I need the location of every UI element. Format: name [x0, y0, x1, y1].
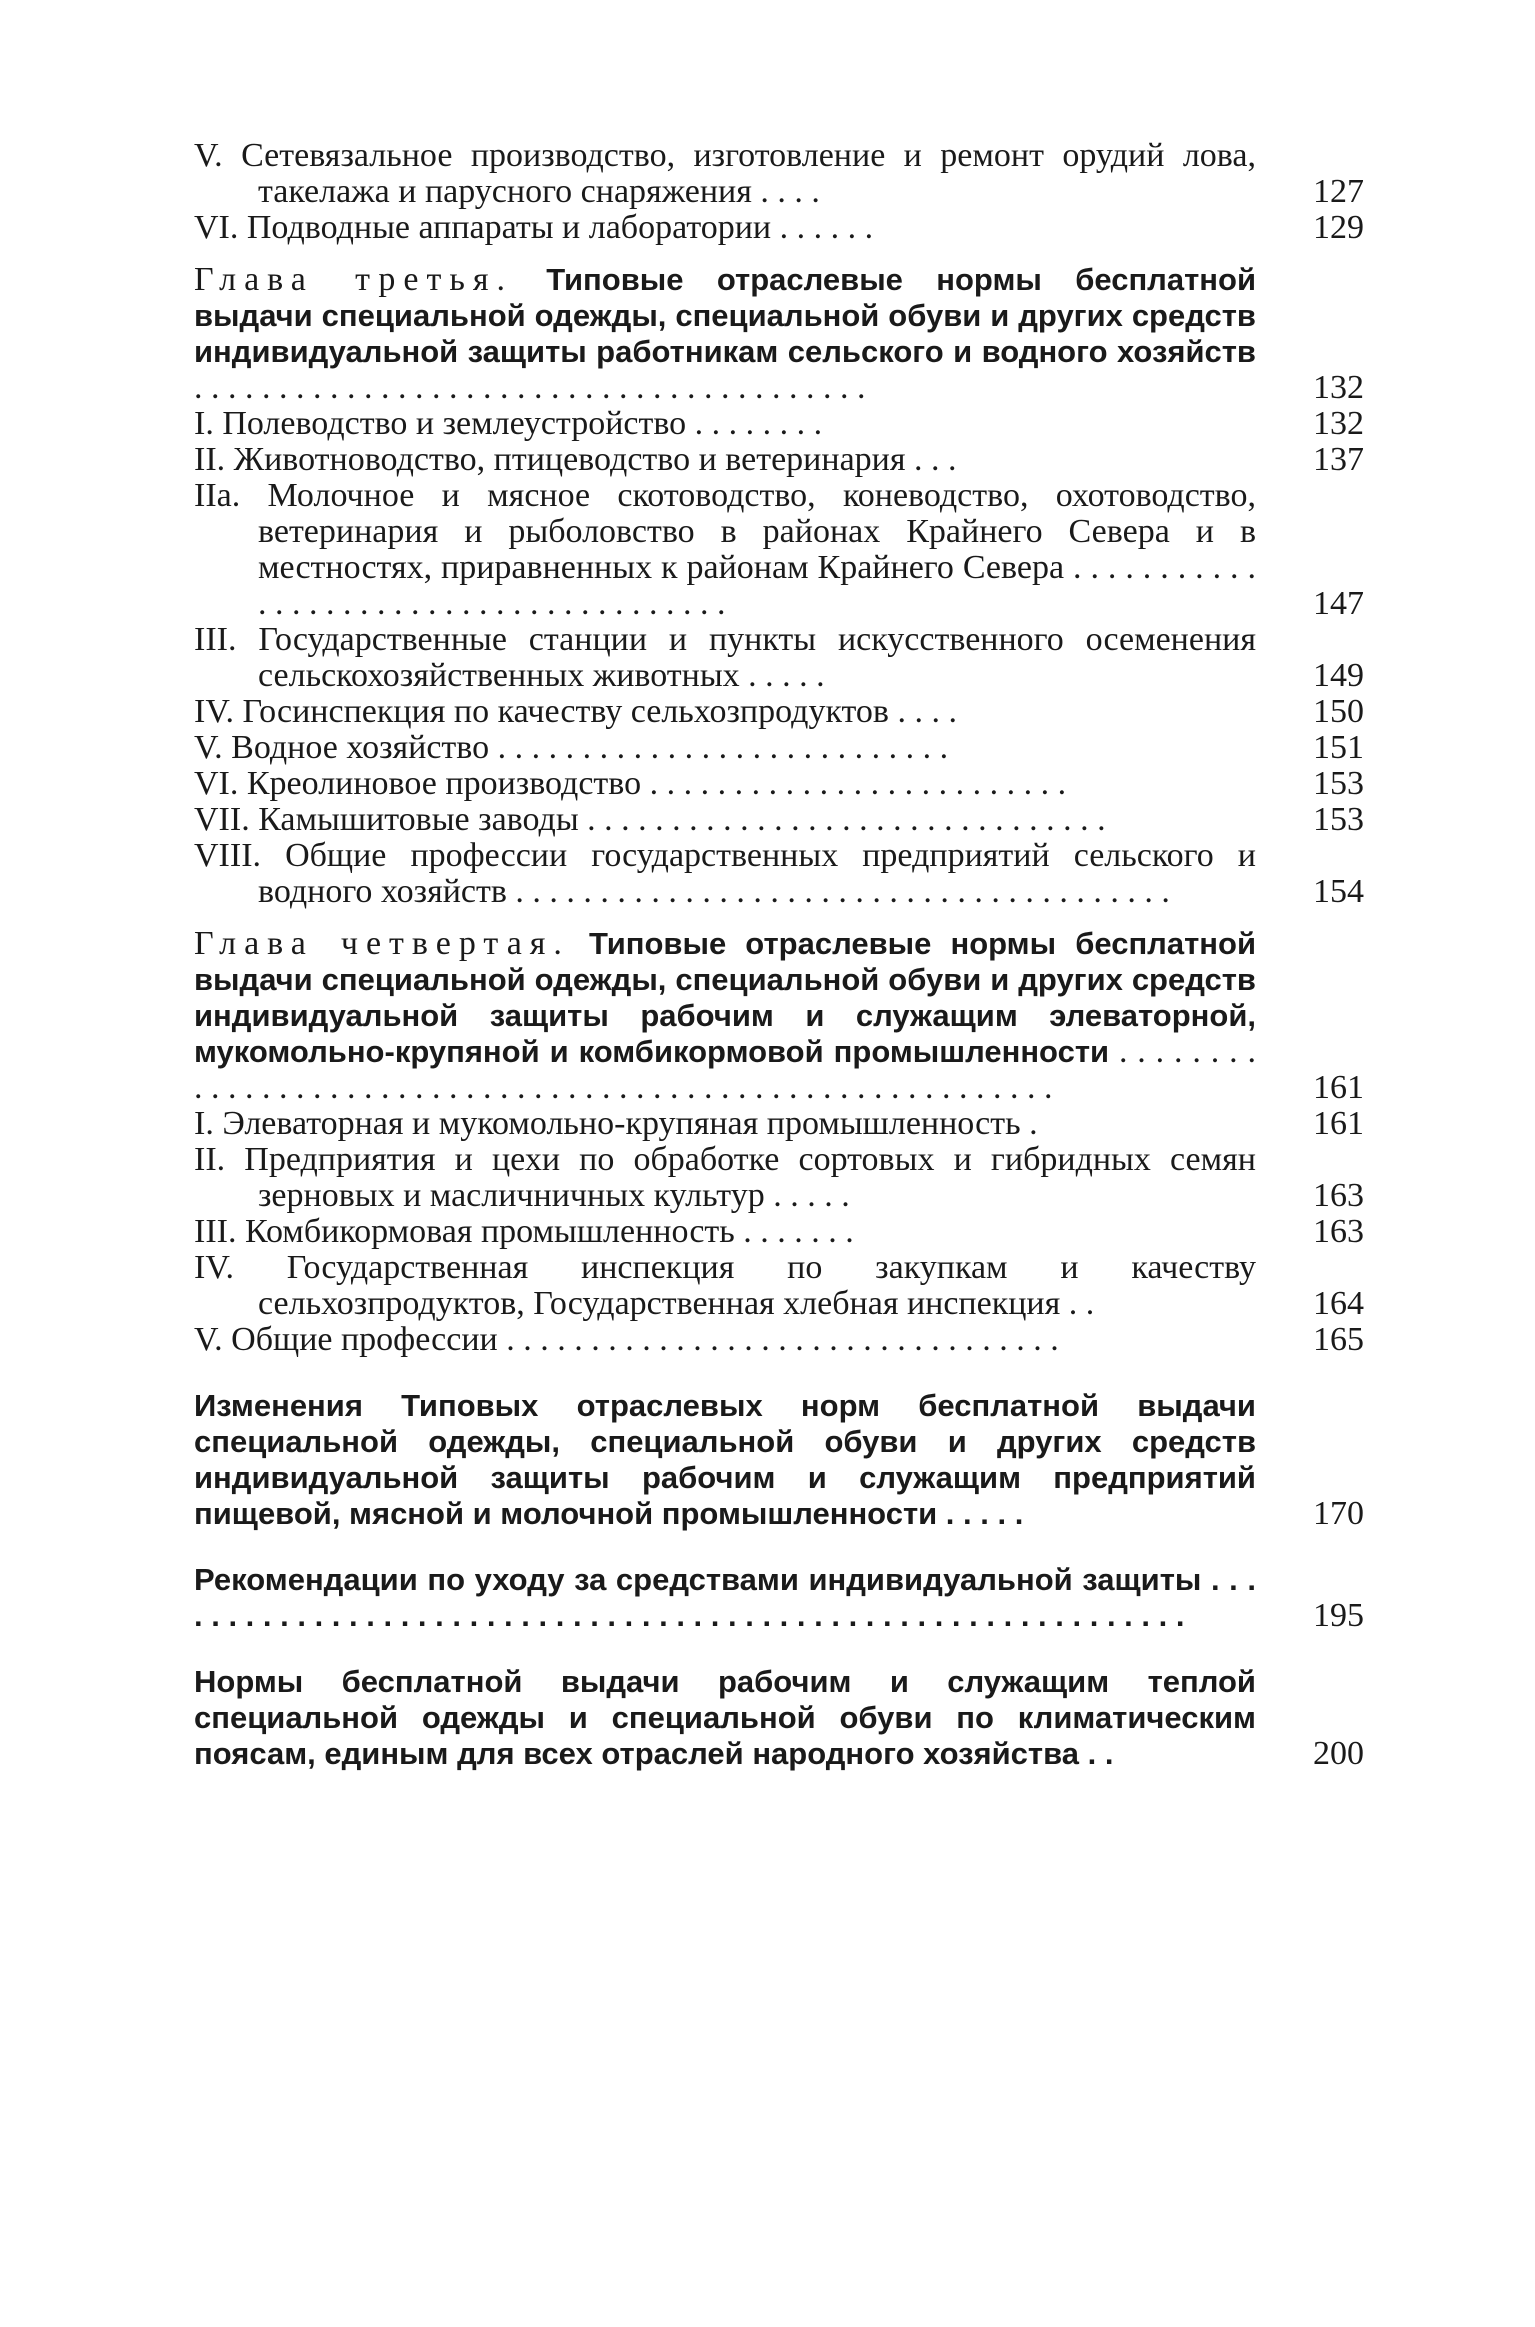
toc-entry-title	[194, 766, 1256, 802]
page-number: 165	[1313, 1321, 1364, 1358]
toc-entry-title	[194, 926, 1256, 1106]
toc-entry-title	[194, 1250, 1256, 1322]
chapter-title: Типовые отраслевые нормы бесплатной выдачи специальной одежды, специальной обуви и других средств индивидуальной защиты работникам сельского и водного хозяйств	[194, 262, 1256, 369]
entry-title: I. Полеводство и землеустройство	[194, 406, 687, 442]
toc-section	[194, 1562, 1364, 1634]
toc-entry	[194, 1322, 1364, 1358]
entry-title: VIII. Общие профессии государственных предприятий сельского и водного хозяйств	[194, 838, 1256, 910]
page-number: 137	[1313, 441, 1364, 478]
entry-title: VI. Креолиновое производство	[194, 766, 642, 802]
toc-entry	[194, 478, 1364, 622]
entry-title: V. Сетевязальное производство, изготовление и ремонт орудий лова, такелажа и парусного снаряжения	[194, 138, 1256, 210]
entry-title: Рекомендации по уходу за средствами индивидуальной защиты	[194, 1562, 1202, 1597]
dot-leader: .	[1020, 1106, 1038, 1142]
dot-leader: . . . . . . . . . . . . . . . . . . . . . . . . . . . . . . . . . . . . . . .	[258, 549, 1256, 622]
page-number: 127	[1313, 173, 1364, 210]
toc-entry	[194, 802, 1364, 838]
toc-section	[194, 1664, 1364, 1772]
dot-leader: . . . . . . . . . . . . . . . . . . . . . . . . . . . . . . . . . . . . . . . . . . . . . . . . . . . . . . . . . . . . .	[194, 1562, 1256, 1633]
toc-entry	[194, 1250, 1364, 1322]
toc-entry	[194, 406, 1364, 442]
page-number: 147	[1313, 585, 1364, 622]
dot-leader: . . . . . .	[771, 210, 874, 246]
toc-entry	[194, 730, 1364, 766]
toc-entry	[194, 622, 1364, 694]
page-number: 150	[1313, 693, 1364, 730]
toc-entry-title	[194, 1664, 1256, 1772]
page-number: 132	[1313, 405, 1364, 442]
dot-leader: . . . . . . . . . . . . . . . . . . . . . . . . . . . . . . .	[578, 802, 1106, 838]
entry-title: VII. Камышитовые заводы	[194, 802, 579, 838]
toc-section	[194, 1388, 1364, 1532]
page-number: 164	[1313, 1285, 1364, 1322]
dot-leader: . .	[1079, 1736, 1114, 1771]
entry-title: IV. Государственная инспекция по закупкам и качеству сельхозпродуктов, Государственная хлебная инспекция	[194, 1250, 1256, 1322]
toc-entry-title	[194, 262, 1256, 406]
toc-entry-title	[194, 442, 1256, 478]
page-number: 170	[1313, 1495, 1364, 1532]
entry-title: IV. Госинспекция по качеству сельхозпродуктов	[194, 694, 889, 730]
dot-leader: . . . . .	[764, 1177, 850, 1214]
toc-entry-title	[194, 210, 1256, 246]
dot-leader: . . . . . . . . . . . . . . . . . . . . . . . . . . . . . . . . . . . . . . . .	[194, 369, 866, 406]
table-of-contents	[194, 138, 1364, 1772]
toc-entry-title	[194, 1142, 1256, 1214]
page-number: 195	[1313, 1597, 1364, 1634]
page-number: 163	[1313, 1213, 1364, 1250]
toc-entry	[194, 138, 1364, 210]
toc-entry	[194, 838, 1364, 910]
toc-entry-title	[194, 138, 1256, 210]
toc-entry-title	[194, 1214, 1256, 1250]
toc-entry	[194, 1106, 1364, 1142]
page-number: 132	[1313, 369, 1364, 406]
entry-title: VI. Подводные аппараты и лаборатории	[194, 210, 772, 246]
dot-leader: . . . . . . . . . . . . . . . . . . . . . . . . .	[641, 766, 1067, 802]
entry-title: I. Элеваторная и мукомольно-крупяная промышленность	[194, 1106, 1021, 1142]
entry-title: II. Предприятия и цехи по обработке сортовых и гибридных семян зерновых и масличничных культур	[194, 1142, 1256, 1214]
toc-entry	[194, 1142, 1364, 1214]
dot-leader: . . . .	[751, 173, 820, 210]
entry-title: IIa. Молочное и мясное скотоводство, коневодство, охотоводство, ветеринария и рыболовство в районах Крайнего Севера и в местностях, приравненных к районам Крайнего Севера	[194, 478, 1256, 586]
dot-leader: . . . . . . . . . . . . . . . . . . . . . . . . . . .	[489, 730, 949, 766]
entry-title: III. Государственные станции и пункты искусственного осеменения сельскохозяйственных животных	[194, 622, 1256, 694]
toc-entry-title	[194, 406, 1256, 442]
entry-title: Изменения Типовых отраслевых норм бесплатной выдачи специальной одежды, специальной обуви и других средств индивидуальной защиты рабочим и служащим предприятий пищевой, мясной и молочной промышленности	[194, 1388, 1256, 1531]
dot-leader: . . . . . . . . . . . . . . . . . . . . . . . . . . . . . . . . . . . . . . .	[506, 873, 1170, 910]
entry-title: Нормы бесплатной выдачи рабочим и служащим теплой специальной одежды и специальной обуви по климатическим поясам, единым для всех отраслей народного хозяйства	[194, 1664, 1256, 1771]
dot-leader: . . . . . . . .	[686, 406, 823, 442]
chapter-label: Глава четвертая.	[194, 926, 570, 962]
toc-entry-title	[194, 730, 1256, 766]
page-number: 200	[1313, 1735, 1364, 1772]
page-number: 129	[1313, 209, 1364, 246]
dot-leader: . . . . . . . . . . . . . . . . . . . . . . . . . . . . . . . . .	[497, 1322, 1059, 1358]
entry-title: II. Животноводство, птицеводство и ветеринария	[194, 442, 906, 478]
toc-entry	[194, 694, 1364, 730]
entry-title: V. Общие профессии	[194, 1322, 498, 1358]
toc-entry-title	[194, 1562, 1256, 1634]
toc-entry-title	[194, 1388, 1256, 1532]
chapter-title: Типовые отраслевые нормы бесплатной выдачи специальной одежды, специальной обуви и других средств индивидуальной защиты рабочим и служащим элеваторной, мукомольно-крупяной и комбикормовой промышленности	[194, 926, 1256, 1069]
toc-entry-title	[194, 622, 1256, 694]
toc-entry-title	[194, 802, 1256, 838]
dot-leader: . . . . . . .	[734, 1214, 854, 1250]
toc-chapter	[194, 262, 1364, 406]
page-number: 161	[1313, 1105, 1364, 1142]
toc-entry-title	[194, 478, 1256, 622]
page-number: 153	[1313, 801, 1364, 838]
entry-title: III. Комбикормовая промышленность	[194, 1214, 735, 1250]
toc-entry	[194, 210, 1364, 246]
toc-entry-title	[194, 1322, 1256, 1358]
toc-entry-title	[194, 838, 1256, 910]
dot-leader: . . . . .	[739, 657, 825, 694]
dot-leader: . .	[1060, 1285, 1095, 1322]
entry-title: V. Водное хозяйство	[194, 730, 490, 766]
page-number: 149	[1313, 657, 1364, 694]
page-number: 161	[1313, 1069, 1364, 1106]
toc-chapter	[194, 926, 1364, 1106]
chapter-label: Глава третья.	[194, 262, 513, 298]
page-number: 151	[1313, 729, 1364, 766]
toc-entry	[194, 1214, 1364, 1250]
page-number: 153	[1313, 765, 1364, 802]
dot-leader: . . . . . . . . . . . . . . . . . . . . . . . . . . . . . . . . . . . . . . . . . . . . . . . . . . . . . . . . . . .	[194, 1033, 1256, 1106]
dot-leader: . . . .	[888, 694, 957, 730]
page-number: 154	[1313, 873, 1364, 910]
toc-entry-title	[194, 694, 1256, 730]
dot-leader: . . . . .	[937, 1496, 1024, 1531]
page-number: 163	[1313, 1177, 1364, 1214]
toc-entry	[194, 442, 1364, 478]
toc-entry	[194, 766, 1364, 802]
toc-entry-title	[194, 1106, 1256, 1142]
dot-leader: . . .	[905, 442, 957, 478]
